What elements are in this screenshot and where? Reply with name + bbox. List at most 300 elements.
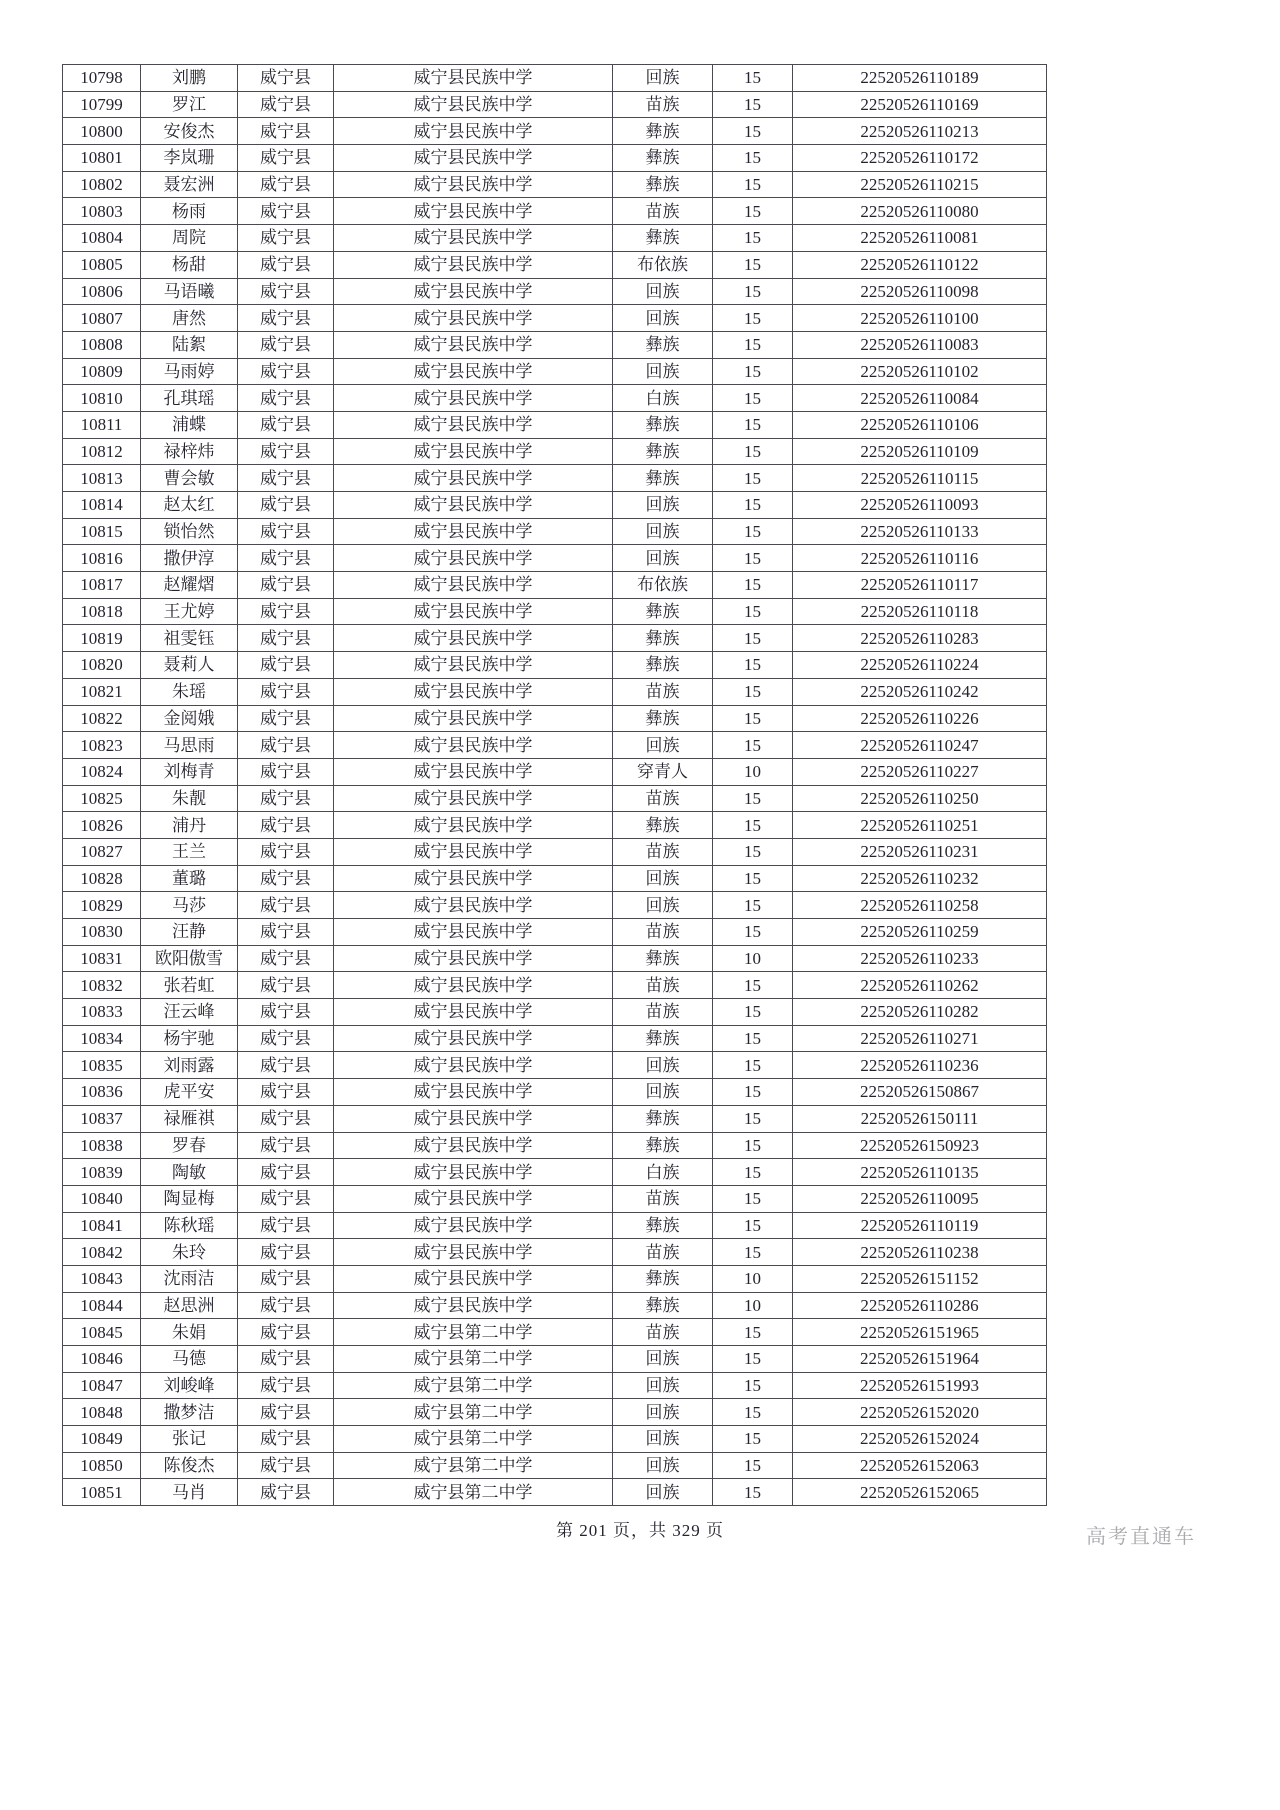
- cell-points: 15: [713, 438, 793, 465]
- cell-id: 10815: [63, 518, 141, 545]
- cell-points: 10: [713, 758, 793, 785]
- cell-ethnicity: 彝族: [613, 1292, 713, 1319]
- cell-id: 10843: [63, 1265, 141, 1292]
- table-row: [63, 65, 1047, 92]
- cell-ethnicity: 回族: [613, 518, 713, 545]
- cell-exam-number: 22520526110172: [793, 145, 1047, 172]
- table-row: [63, 385, 1047, 412]
- cell-name: 汪静: [141, 919, 238, 946]
- cell-name: 唐然: [141, 305, 238, 332]
- cell-id: 10800: [63, 118, 141, 145]
- cell-points: 15: [713, 492, 793, 519]
- cell-points: 15: [713, 198, 793, 225]
- cell-school: 威宁县民族中学: [334, 198, 613, 225]
- cell-points: 15: [713, 145, 793, 172]
- cell-points: 15: [713, 1346, 793, 1373]
- cell-name: 周院: [141, 225, 238, 252]
- cell-name: 陶敏: [141, 1159, 238, 1186]
- cell-id: 10847: [63, 1372, 141, 1399]
- cell-ethnicity: 回族: [613, 358, 713, 385]
- cell-county: 威宁县: [238, 358, 334, 385]
- cell-school: 威宁县民族中学: [334, 545, 613, 572]
- cell-school: 威宁县民族中学: [334, 1025, 613, 1052]
- cell-county: 威宁县: [238, 225, 334, 252]
- cell-points: 15: [713, 838, 793, 865]
- cell-points: 15: [713, 625, 793, 652]
- cell-exam-number: 22520526110271: [793, 1025, 1047, 1052]
- cell-id: 10818: [63, 598, 141, 625]
- cell-county: 威宁县: [238, 1452, 334, 1479]
- table-row: [63, 225, 1047, 252]
- cell-school: 威宁县民族中学: [334, 1292, 613, 1319]
- table-row: [63, 545, 1047, 572]
- cell-points: 15: [713, 1105, 793, 1132]
- table-row: [63, 572, 1047, 599]
- cell-school: 威宁县民族中学: [334, 1132, 613, 1159]
- cell-county: 威宁县: [238, 1079, 334, 1106]
- cell-points: 15: [713, 598, 793, 625]
- table-row: [63, 1292, 1047, 1319]
- cell-name: 刘峻峰: [141, 1372, 238, 1399]
- cell-name: 聂莉人: [141, 652, 238, 679]
- cell-exam-number: 22520526110224: [793, 652, 1047, 679]
- cell-ethnicity: 苗族: [613, 785, 713, 812]
- cell-ethnicity: 彝族: [613, 225, 713, 252]
- cell-county: 威宁县: [238, 1132, 334, 1159]
- cell-name: 杨甜: [141, 251, 238, 278]
- cell-school: 威宁县民族中学: [334, 598, 613, 625]
- table-row: [63, 758, 1047, 785]
- cell-county: 威宁县: [238, 812, 334, 839]
- cell-ethnicity: 苗族: [613, 1185, 713, 1212]
- cell-school: 威宁县民族中学: [334, 758, 613, 785]
- cell-school: 威宁县民族中学: [334, 812, 613, 839]
- cell-ethnicity: 回族: [613, 732, 713, 759]
- cell-exam-number: 22520526110189: [793, 65, 1047, 92]
- cell-school: 威宁县民族中学: [334, 118, 613, 145]
- cell-id: 10839: [63, 1159, 141, 1186]
- cell-id: 10830: [63, 919, 141, 946]
- cell-county: 威宁县: [238, 1372, 334, 1399]
- cell-school: 威宁县民族中学: [334, 1265, 613, 1292]
- cell-exam-number: 22520526110250: [793, 785, 1047, 812]
- cell-id: 10842: [63, 1239, 141, 1266]
- table-row: [63, 705, 1047, 732]
- cell-ethnicity: 彝族: [613, 1132, 713, 1159]
- cell-exam-number: 22520526110247: [793, 732, 1047, 759]
- cell-name: 赵思洲: [141, 1292, 238, 1319]
- cell-ethnicity: 白族: [613, 1159, 713, 1186]
- cell-school: 威宁县民族中学: [334, 358, 613, 385]
- table-row: [63, 732, 1047, 759]
- cell-points: 15: [713, 1319, 793, 1346]
- cell-id: 10828: [63, 865, 141, 892]
- cell-county: 威宁县: [238, 171, 334, 198]
- table-row: [63, 438, 1047, 465]
- cell-id: 10834: [63, 1025, 141, 1052]
- cell-exam-number: 22520526150111: [793, 1105, 1047, 1132]
- cell-id: 10824: [63, 758, 141, 785]
- cell-id: 10805: [63, 251, 141, 278]
- cell-ethnicity: 彝族: [613, 1105, 713, 1132]
- cell-id: 10836: [63, 1079, 141, 1106]
- cell-points: 15: [713, 732, 793, 759]
- student-table-body: [63, 65, 1047, 1506]
- cell-ethnicity: 彝族: [613, 705, 713, 732]
- cell-school: 威宁县民族中学: [334, 945, 613, 972]
- cell-id: 10832: [63, 972, 141, 999]
- page-number-footer: 第 201 页，共 329 页: [556, 1521, 724, 1540]
- cell-exam-number: 22520526110215: [793, 171, 1047, 198]
- cell-school: 威宁县民族中学: [334, 1105, 613, 1132]
- cell-county: 威宁县: [238, 865, 334, 892]
- cell-ethnicity: 回族: [613, 1052, 713, 1079]
- cell-id: 10846: [63, 1346, 141, 1373]
- cell-ethnicity: 彝族: [613, 625, 713, 652]
- cell-school: 威宁县民族中学: [334, 1052, 613, 1079]
- cell-name: 陶显梅: [141, 1185, 238, 1212]
- cell-name: 金阅娥: [141, 705, 238, 732]
- cell-exam-number: 22520526151993: [793, 1372, 1047, 1399]
- cell-points: 10: [713, 945, 793, 972]
- cell-id: 10825: [63, 785, 141, 812]
- cell-county: 威宁县: [238, 945, 334, 972]
- cell-county: 威宁县: [238, 411, 334, 438]
- table-row: [63, 812, 1047, 839]
- cell-name: 罗春: [141, 1132, 238, 1159]
- cell-points: 15: [713, 1132, 793, 1159]
- cell-school: 威宁县第二中学: [334, 1452, 613, 1479]
- table-row: [63, 305, 1047, 332]
- cell-name: 马莎: [141, 892, 238, 919]
- cell-exam-number: 22520526151152: [793, 1265, 1047, 1292]
- cell-name: 欧阳傲雪: [141, 945, 238, 972]
- cell-points: 15: [713, 1452, 793, 1479]
- cell-id: 10819: [63, 625, 141, 652]
- cell-school: 威宁县民族中学: [334, 1212, 613, 1239]
- cell-ethnicity: 回族: [613, 545, 713, 572]
- cell-county: 威宁县: [238, 758, 334, 785]
- cell-name: 沈雨洁: [141, 1265, 238, 1292]
- cell-points: 15: [713, 1239, 793, 1266]
- cell-id: 10804: [63, 225, 141, 252]
- cell-exam-number: 22520526110286: [793, 1292, 1047, 1319]
- cell-county: 威宁县: [238, 652, 334, 679]
- cell-ethnicity: 回族: [613, 65, 713, 92]
- cell-school: 威宁县民族中学: [334, 65, 613, 92]
- cell-points: 15: [713, 972, 793, 999]
- cell-points: 10: [713, 1265, 793, 1292]
- cell-ethnicity: 彝族: [613, 438, 713, 465]
- table-row: [63, 1372, 1047, 1399]
- cell-name: 杨宇驰: [141, 1025, 238, 1052]
- cell-name: 张记: [141, 1426, 238, 1453]
- cell-id: 10838: [63, 1132, 141, 1159]
- table-row: [63, 598, 1047, 625]
- table-row: [63, 1212, 1047, 1239]
- cell-name: 曹会敏: [141, 465, 238, 492]
- cell-school: 威宁县民族中学: [334, 518, 613, 545]
- cell-id: 10831: [63, 945, 141, 972]
- cell-id: 10821: [63, 678, 141, 705]
- cell-points: 15: [713, 1079, 793, 1106]
- table-row: [63, 785, 1047, 812]
- cell-exam-number: 22520526110102: [793, 358, 1047, 385]
- cell-id: 10799: [63, 91, 141, 118]
- cell-county: 威宁县: [238, 999, 334, 1026]
- cell-points: 15: [713, 171, 793, 198]
- table-row: [63, 171, 1047, 198]
- cell-school: 威宁县民族中学: [334, 251, 613, 278]
- cell-exam-number: 22520526110133: [793, 518, 1047, 545]
- cell-exam-number: 22520526152024: [793, 1426, 1047, 1453]
- cell-name: 杨雨: [141, 198, 238, 225]
- table-row: [63, 838, 1047, 865]
- cell-id: 10810: [63, 385, 141, 412]
- cell-id: 10802: [63, 171, 141, 198]
- cell-name: 朱瑶: [141, 678, 238, 705]
- cell-exam-number: 22520526110135: [793, 1159, 1047, 1186]
- cell-id: 10840: [63, 1185, 141, 1212]
- cell-county: 威宁县: [238, 118, 334, 145]
- cell-school: 威宁县民族中学: [334, 465, 613, 492]
- cell-exam-number: 22520526110083: [793, 331, 1047, 358]
- cell-exam-number: 22520526110117: [793, 572, 1047, 599]
- cell-county: 威宁县: [238, 198, 334, 225]
- cell-school: 威宁县民族中学: [334, 678, 613, 705]
- cell-exam-number: 22520526110259: [793, 919, 1047, 946]
- cell-school: 威宁县第二中学: [334, 1426, 613, 1453]
- cell-exam-number: 22520526110231: [793, 838, 1047, 865]
- cell-id: 10823: [63, 732, 141, 759]
- table-row: [63, 1105, 1047, 1132]
- cell-ethnicity: 彝族: [613, 598, 713, 625]
- cell-points: 15: [713, 892, 793, 919]
- cell-ethnicity: 彝族: [613, 945, 713, 972]
- table-row: [63, 492, 1047, 519]
- cell-points: 15: [713, 1052, 793, 1079]
- cell-county: 威宁县: [238, 919, 334, 946]
- cell-exam-number: 22520526151964: [793, 1346, 1047, 1373]
- cell-points: 15: [713, 1479, 793, 1506]
- table-row: [63, 999, 1047, 1026]
- cell-id: 10809: [63, 358, 141, 385]
- cell-exam-number: 22520526110115: [793, 465, 1047, 492]
- cell-id: 10801: [63, 145, 141, 172]
- cell-name: 董璐: [141, 865, 238, 892]
- table-row: [63, 1239, 1047, 1266]
- cell-points: 15: [713, 91, 793, 118]
- cell-school: 威宁县民族中学: [334, 1239, 613, 1266]
- cell-county: 威宁县: [238, 1239, 334, 1266]
- cell-ethnicity: 回族: [613, 1079, 713, 1106]
- cell-exam-number: 22520526110258: [793, 892, 1047, 919]
- cell-name: 赵耀熠: [141, 572, 238, 599]
- cell-exam-number: 22520526110116: [793, 545, 1047, 572]
- cell-county: 威宁县: [238, 465, 334, 492]
- cell-ethnicity: 苗族: [613, 999, 713, 1026]
- cell-exam-number: 22520526152020: [793, 1399, 1047, 1426]
- cell-exam-number: 22520526110119: [793, 1212, 1047, 1239]
- cell-id: 10835: [63, 1052, 141, 1079]
- cell-ethnicity: 回族: [613, 865, 713, 892]
- cell-name: 王尤婷: [141, 598, 238, 625]
- cell-exam-number: 22520526110251: [793, 812, 1047, 839]
- cell-exam-number: 22520526110242: [793, 678, 1047, 705]
- table-row: [63, 1265, 1047, 1292]
- cell-county: 威宁县: [238, 518, 334, 545]
- cell-county: 威宁县: [238, 91, 334, 118]
- cell-exam-number: 22520526110238: [793, 1239, 1047, 1266]
- cell-county: 威宁县: [238, 598, 334, 625]
- cell-points: 15: [713, 118, 793, 145]
- cell-id: 10813: [63, 465, 141, 492]
- cell-points: 10: [713, 1292, 793, 1319]
- cell-points: 15: [713, 65, 793, 92]
- cell-points: 15: [713, 919, 793, 946]
- cell-school: 威宁县第二中学: [334, 1346, 613, 1373]
- cell-ethnicity: 彝族: [613, 411, 713, 438]
- cell-school: 威宁县民族中学: [334, 438, 613, 465]
- cell-name: 撒梦洁: [141, 1399, 238, 1426]
- table-row: [63, 331, 1047, 358]
- cell-name: 朱娟: [141, 1319, 238, 1346]
- cell-points: 15: [713, 705, 793, 732]
- cell-id: 10807: [63, 305, 141, 332]
- cell-exam-number: 22520526110095: [793, 1185, 1047, 1212]
- cell-county: 威宁县: [238, 972, 334, 999]
- cell-points: 15: [713, 225, 793, 252]
- cell-points: 15: [713, 652, 793, 679]
- cell-id: 10826: [63, 812, 141, 839]
- cell-name: 马肖: [141, 1479, 238, 1506]
- cell-county: 威宁县: [238, 545, 334, 572]
- table-row: [63, 1185, 1047, 1212]
- cell-county: 威宁县: [238, 838, 334, 865]
- cell-county: 威宁县: [238, 492, 334, 519]
- cell-id: 10812: [63, 438, 141, 465]
- cell-ethnicity: 白族: [613, 385, 713, 412]
- table-row: [63, 1132, 1047, 1159]
- cell-school: 威宁县民族中学: [334, 732, 613, 759]
- cell-exam-number: 22520526110227: [793, 758, 1047, 785]
- cell-school: 威宁县第二中学: [334, 1372, 613, 1399]
- cell-id: 10844: [63, 1292, 141, 1319]
- cell-points: 15: [713, 1426, 793, 1453]
- cell-school: 威宁县民族中学: [334, 919, 613, 946]
- cell-id: 10822: [63, 705, 141, 732]
- cell-points: 15: [713, 1159, 793, 1186]
- cell-points: 15: [713, 545, 793, 572]
- cell-id: 10849: [63, 1426, 141, 1453]
- cell-name: 王兰: [141, 838, 238, 865]
- cell-name: 刘鹏: [141, 65, 238, 92]
- cell-school: 威宁县民族中学: [334, 145, 613, 172]
- cell-points: 15: [713, 572, 793, 599]
- cell-name: 浦丹: [141, 812, 238, 839]
- cell-ethnicity: 彝族: [613, 118, 713, 145]
- cell-name: 陈秋瑶: [141, 1212, 238, 1239]
- cell-exam-number: 22520526110080: [793, 198, 1047, 225]
- cell-county: 威宁县: [238, 1319, 334, 1346]
- cell-county: 威宁县: [238, 65, 334, 92]
- table-row: [63, 1079, 1047, 1106]
- table-row: [63, 1426, 1047, 1453]
- cell-county: 威宁县: [238, 145, 334, 172]
- cell-exam-number: 22520526110233: [793, 945, 1047, 972]
- cell-points: 15: [713, 278, 793, 305]
- cell-name: 马雨婷: [141, 358, 238, 385]
- cell-ethnicity: 苗族: [613, 198, 713, 225]
- cell-points: 15: [713, 411, 793, 438]
- cell-ethnicity: 彝族: [613, 812, 713, 839]
- table-row: [63, 251, 1047, 278]
- cell-name: 安俊杰: [141, 118, 238, 145]
- table-row: [63, 919, 1047, 946]
- cell-points: 15: [713, 305, 793, 332]
- cell-name: 赵太红: [141, 492, 238, 519]
- cell-id: 10827: [63, 838, 141, 865]
- cell-id: 10803: [63, 198, 141, 225]
- cell-county: 威宁县: [238, 438, 334, 465]
- cell-exam-number: 22520526110232: [793, 865, 1047, 892]
- table-row: [63, 1159, 1047, 1186]
- table-row: [63, 1399, 1047, 1426]
- cell-id: 10850: [63, 1452, 141, 1479]
- cell-school: 威宁县民族中学: [334, 385, 613, 412]
- cell-ethnicity: 彝族: [613, 145, 713, 172]
- cell-ethnicity: 彝族: [613, 1025, 713, 1052]
- cell-exam-number: 22520526110106: [793, 411, 1047, 438]
- cell-points: 15: [713, 1399, 793, 1426]
- cell-school: 威宁县民族中学: [334, 785, 613, 812]
- cell-ethnicity: 彝族: [613, 652, 713, 679]
- cell-name: 马思雨: [141, 732, 238, 759]
- cell-points: 15: [713, 1372, 793, 1399]
- table-row: [63, 678, 1047, 705]
- cell-name: 陈俊杰: [141, 1452, 238, 1479]
- cell-ethnicity: 穿青人: [613, 758, 713, 785]
- cell-name: 聂宏洲: [141, 171, 238, 198]
- table-row: [63, 411, 1047, 438]
- cell-ethnicity: 彝族: [613, 331, 713, 358]
- cell-id: 10814: [63, 492, 141, 519]
- table-row: [63, 625, 1047, 652]
- cell-exam-number: 22520526152065: [793, 1479, 1047, 1506]
- cell-ethnicity: 彝族: [613, 1212, 713, 1239]
- cell-points: 15: [713, 331, 793, 358]
- cell-county: 威宁县: [238, 625, 334, 652]
- cell-id: 10817: [63, 572, 141, 599]
- cell-school: 威宁县民族中学: [334, 225, 613, 252]
- cell-exam-number: 22520526110081: [793, 225, 1047, 252]
- table-row: [63, 118, 1047, 145]
- cell-exam-number: 22520526110084: [793, 385, 1047, 412]
- cell-points: 15: [713, 358, 793, 385]
- cell-exam-number: 22520526110093: [793, 492, 1047, 519]
- cell-name: 撒伊淳: [141, 545, 238, 572]
- cell-school: 威宁县民族中学: [334, 972, 613, 999]
- cell-county: 威宁县: [238, 251, 334, 278]
- cell-name: 李岚珊: [141, 145, 238, 172]
- cell-ethnicity: 回族: [613, 1452, 713, 1479]
- cell-id: 10848: [63, 1399, 141, 1426]
- cell-county: 威宁县: [238, 385, 334, 412]
- cell-points: 15: [713, 999, 793, 1026]
- cell-school: 威宁县民族中学: [334, 625, 613, 652]
- cell-points: 15: [713, 465, 793, 492]
- cell-exam-number: 22520526150867: [793, 1079, 1047, 1106]
